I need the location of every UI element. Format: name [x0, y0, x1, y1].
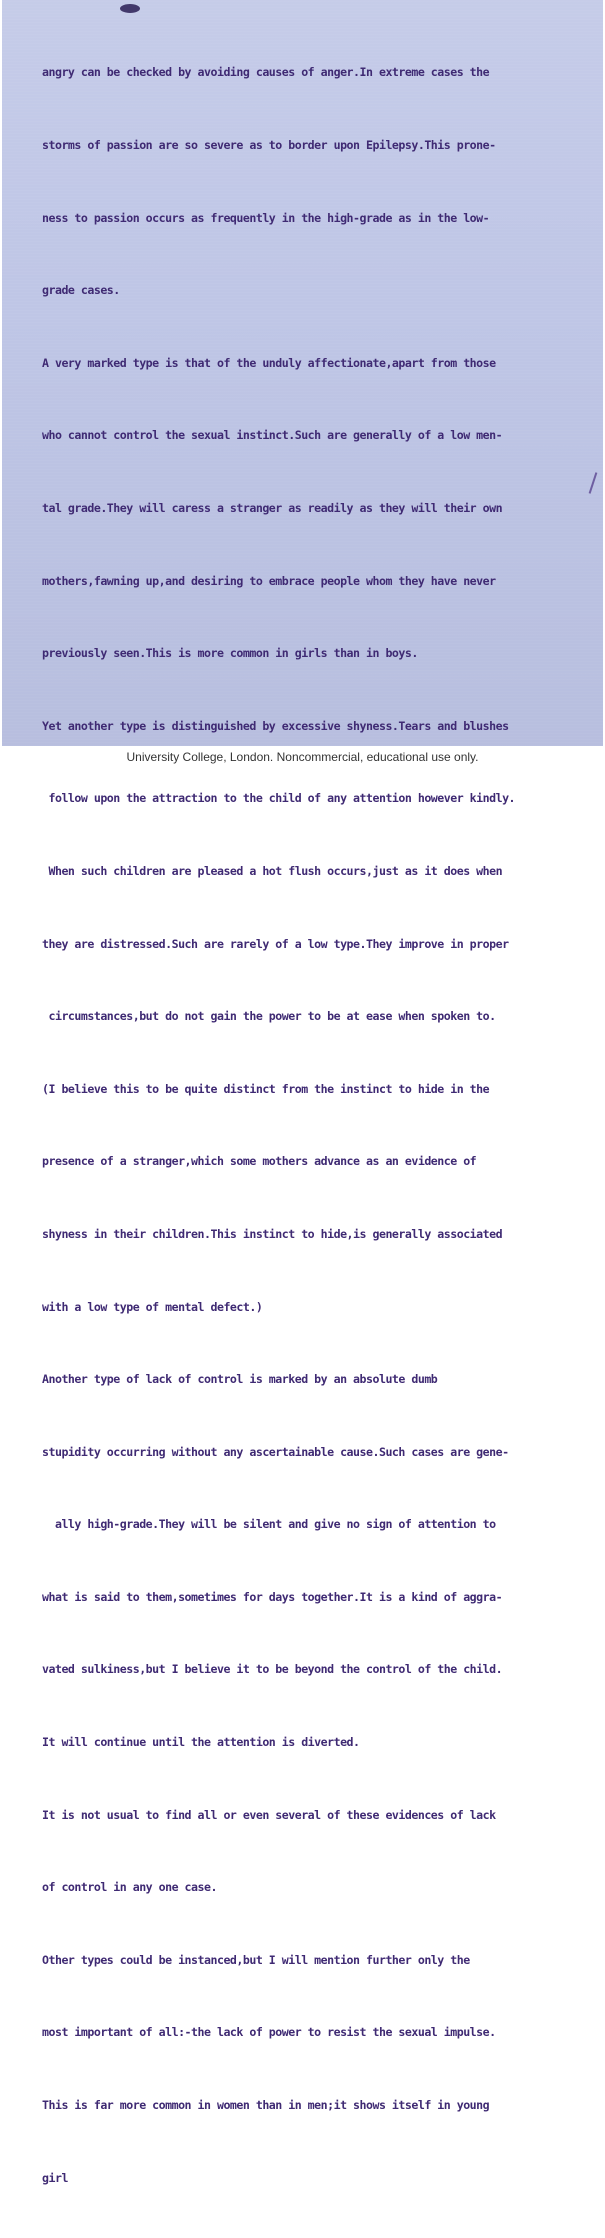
text-line: angry can be checked by avoiding causes of anger.In extreme cases the [42, 65, 490, 80]
text-line: previously seen.This is more common in girls than in boys. [42, 646, 418, 661]
text-line: who cannot control the sexual instinct.Such are generally of a low men- [42, 428, 503, 443]
copyright-caption: University College, London. Noncommercial, educational use only. [126, 750, 479, 764]
text-line: most important of all:-the lack of power to resist the sexual impulse. [42, 2025, 496, 2040]
text-line: girl [42, 2170, 68, 2185]
text-line: shyness in their children.This instinct to hide,is generally associated [42, 1226, 503, 1241]
text-line: follow upon the attraction to the child of any attention however kindly. [42, 791, 516, 806]
text-line: stupidity occurring without any ascertainable cause.Such cases are gene- [42, 1444, 509, 1459]
text-line: what is said to them,sometimes for days together.It is a kind of aggra- [42, 1589, 503, 1604]
text-line: vated sulkiness,but I believe it to be beyond the control of the child. [42, 1662, 503, 1677]
text-line: presence of a stranger,which some mothers advance as an evidence of [42, 1154, 477, 1169]
text-line: ness to passion occurs as frequently in the high-grade as in the low- [42, 210, 490, 225]
text-line: Yet another type is distinguished by excessive shyness.Tears and blushes [42, 718, 509, 733]
text-line: grade cases. [42, 283, 120, 298]
text-line: storms of passion are so severe as to border upon Epilepsy.This prone- [42, 138, 496, 152]
text-line: tal grade.They will caress a stranger as readily as they will their own [42, 500, 503, 515]
text-line: ally high-grade.They will be silent and give no sign of attention to [42, 1517, 496, 1532]
text-line: It will continue until the attention is diverted. [42, 1735, 360, 1750]
text-line: with a low type of mental defect.) [42, 1299, 263, 1314]
text-line: It is not usual to find all or even several of these evidences of lack [42, 1807, 496, 1822]
typewritten-text [42, 12, 590, 2238]
text-line: of control in any one case. [42, 1880, 217, 1895]
text-line: Other types could be instanced,but I will mention further only the [42, 1952, 470, 1967]
text-line: This is far more common in women than in men;it shows itself in young [42, 2098, 490, 2113]
text-line: Another type of lack of control is marked by an absolute dumb [42, 1372, 438, 1387]
text-line: (I believe this to be quite distinct from the instinct to hide in the [42, 1081, 490, 1096]
text-line: When such children are pleased a hot flush occurs,just as it does when [42, 863, 503, 878]
text-line: circumstances,but do not gain the power to be at ease when spoken to. [42, 1009, 496, 1024]
text-line: mothers,fawning up,and desiring to embrace people whom they have never [42, 573, 496, 588]
text-line: they are distressed.Such are rarely of a low type.They improve in proper [42, 936, 509, 951]
text-line: A very marked type is that of the unduly affectionate,apart from those [42, 355, 496, 370]
